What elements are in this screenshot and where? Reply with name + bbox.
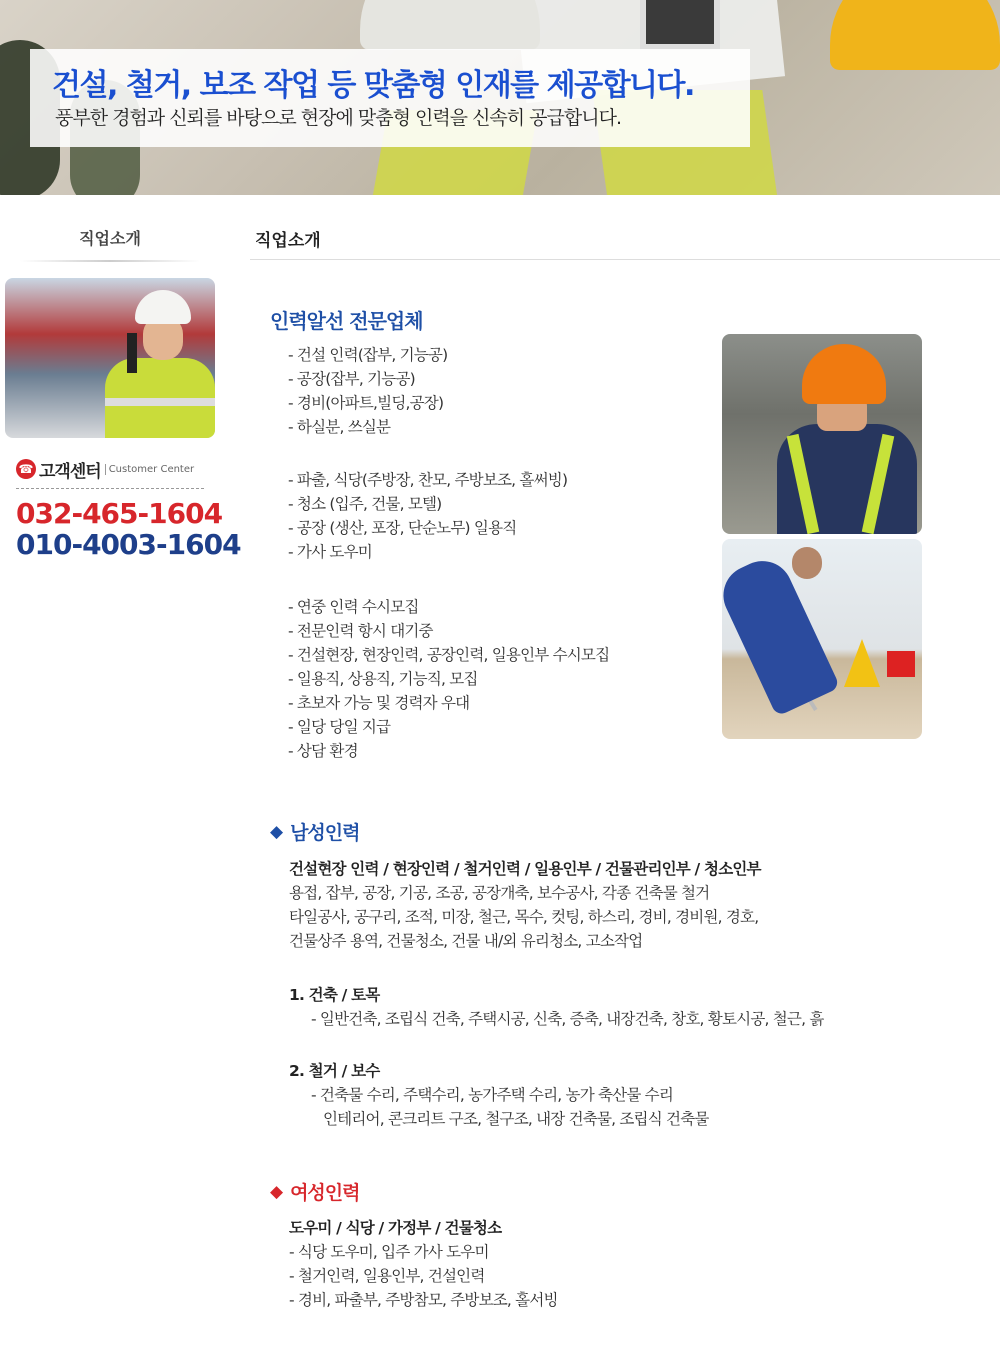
list-item: - 연중 인력 수시모집 xyxy=(288,598,419,616)
list-item: - 일용직, 상용직, 기능직, 모집 xyxy=(288,670,478,688)
cleaning-worker-photo xyxy=(722,539,922,739)
male-line: 타일공사, 공구리, 조적, 미장, 철근, 목수, 컷팅, 하스리, 경비, 경비원, 경호, xyxy=(289,908,759,926)
list-item: - 건설 인력(잡부, 기능공) xyxy=(288,346,448,364)
male-line: 건물상주 용역, 건물청소, 건물 내/외 유리청소, 고소작업 xyxy=(289,932,643,950)
demolition-block xyxy=(289,1059,709,1131)
list-item: - 청소 (입주, 건물, 모텔) xyxy=(288,495,442,513)
female-line: - 철거인력, 일용인부, 건설인력 xyxy=(289,1267,485,1285)
diamond-icon: ◆ xyxy=(270,821,283,842)
list-item: - 하실분, 쓰실분 xyxy=(288,418,391,436)
sidebar-title-divider xyxy=(20,260,200,262)
job-list-2 xyxy=(288,468,567,564)
page-title-divider xyxy=(250,259,1000,260)
male-heading: 건설현장 인력 / 현장인력 / 철거인력 / 일용인부 / 건물관리인부 / 청소인부 xyxy=(289,860,761,878)
list-item: - 가사 도우미 xyxy=(288,543,372,561)
female-heading: 도우미 / 식당 / 가정부 / 건물청소 xyxy=(289,1219,502,1237)
customer-center-en-label: Customer Center xyxy=(105,464,194,475)
phone-number-1[interactable]: 032-465-1604 xyxy=(16,497,223,530)
customer-center xyxy=(16,457,194,481)
demolition-title: 2. 철거 / 보수 xyxy=(289,1062,380,1080)
customer-center-label: 고객센터 xyxy=(39,461,101,482)
female-line: - 경비, 파출부, 주방참모, 주방보조, 홀서빙 xyxy=(289,1291,558,1309)
list-item: - 일당 당일 지급 xyxy=(288,718,391,736)
list-item: - 상담 환경 xyxy=(288,742,358,760)
phone-icon: ☎ xyxy=(16,459,36,479)
diamond-icon: ◆ xyxy=(270,1181,283,1202)
phone-number-2[interactable]: 010-4003-1604 xyxy=(16,528,241,561)
sidebar-worker-photo xyxy=(5,278,215,438)
demolition-line: - 건축물 수리, 주택수리, 농가주택 수리, 농가 축산물 수리 xyxy=(311,1086,673,1104)
customer-center-divider xyxy=(16,488,204,489)
female-section-body xyxy=(289,1216,558,1312)
hero-subtitle: 풍부한 경험과 신뢰를 바탕으로 현장에 맞춤형 인력을 신속히 공급합니다. xyxy=(55,107,621,129)
job-list-3 xyxy=(288,595,609,763)
list-item: - 건설현장, 현장인력, 공장인력, 일용인부 수시모집 xyxy=(288,646,610,664)
page-title: 직업소개 xyxy=(255,231,321,251)
sidebar-title[interactable]: 직업소개 xyxy=(79,229,141,248)
male-section-label: 남성인력 xyxy=(290,822,360,844)
hero-title: 건설, 철거, 보조 작업 등 맞춤형 인재를 제공합니다. xyxy=(52,68,694,103)
female-section-label: 여성인력 xyxy=(290,1182,360,1204)
list-item: - 경비(아파트,빌딩,공장) xyxy=(288,394,444,412)
list-item: - 공장(잡부, 기능공) xyxy=(288,370,415,388)
male-section-body xyxy=(289,857,761,953)
list-item: - 공장 (생산, 포장, 단순노무) 일용직 xyxy=(288,519,517,537)
list-item: - 전문인력 항시 대기중 xyxy=(288,622,433,640)
construction-line: - 일반건축, 조립식 건축, 주택시공, 신축, 증축, 내장건축, 창호, 황토시공, 철근, 흙 xyxy=(311,1010,824,1028)
construction-worker-photo xyxy=(722,334,922,534)
male-section-title xyxy=(270,818,360,845)
construction-block xyxy=(289,983,824,1031)
female-line: - 식당 도우미, 입주 가사 도우미 xyxy=(289,1243,489,1261)
list-item: - 초보자 가능 및 경력자 우대 xyxy=(288,694,470,712)
male-line: 용접, 잡부, 공장, 기공, 조공, 공장개축, 보수공사, 각종 건축물 철거 xyxy=(289,884,710,902)
job-list-1 xyxy=(288,343,447,439)
section-title: 인력알선 전문업체 xyxy=(270,309,423,333)
demolition-line: 인테리어, 콘크리트 구조, 철구조, 내장 건축물, 조립식 건축물 xyxy=(323,1110,709,1128)
list-item: - 파출, 식당(주방장, 찬모, 주방보조, 홀써빙) xyxy=(288,471,568,489)
construction-title: 1. 건축 / 토목 xyxy=(289,986,380,1004)
female-section-title xyxy=(270,1178,360,1205)
